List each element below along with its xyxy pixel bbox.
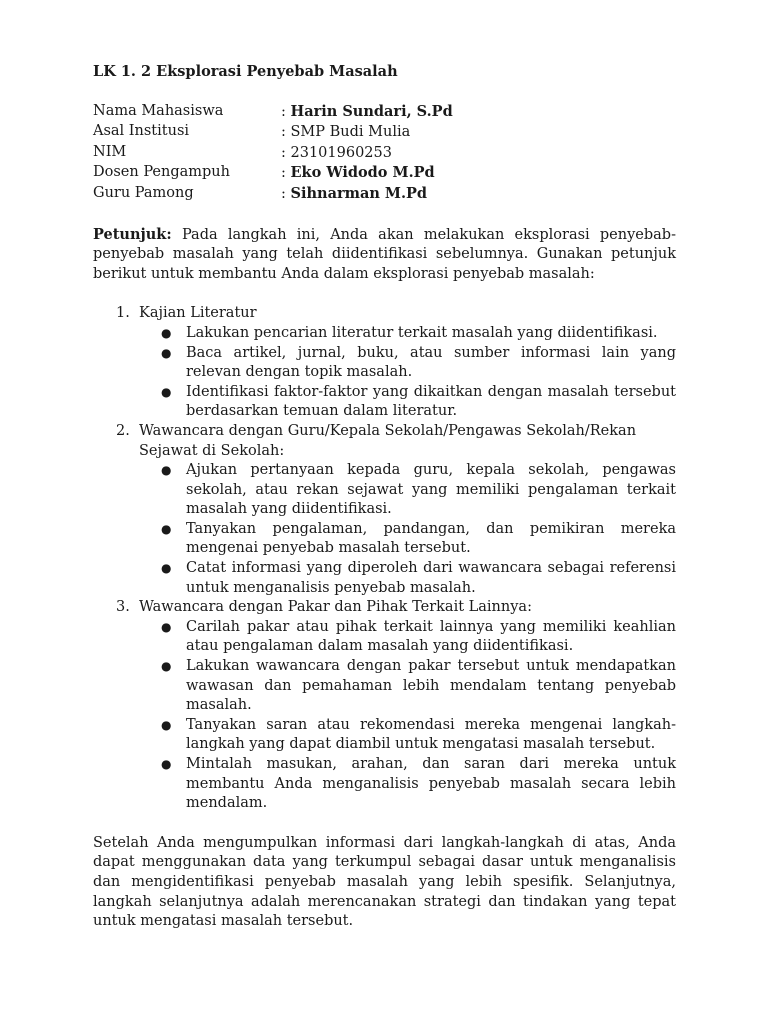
closing-paragraph: Setelah Anda mengumpulkan informasi dari langkah-langkah di atas, Anda dapat menggunakan data yang terkumpul sebagai dasar untuk menganalisis dan mengidentifikasi penyebab masalah yang lebih spesifik. Selanjutnya, langkah selanjutnya adalah merencanakan strategi dan tindakan yang tepat untuk mengatasi masalah tersebut. bbox=[93, 834, 676, 930]
info-colon: : bbox=[281, 165, 291, 182]
bullet-icon: ● bbox=[161, 463, 172, 478]
bullet-icon: ● bbox=[161, 325, 172, 340]
bullet-text: Catat informasi yang diperoleh dari wawancara sebagai referensi untuk menganalisis penyebab masalah. bbox=[186, 560, 676, 596]
bullet-icon: ● bbox=[161, 757, 172, 771]
info-colon: : 23101960253 bbox=[281, 144, 392, 161]
bullet-icon: ● bbox=[161, 659, 172, 674]
bullet-item bbox=[139, 716, 676, 755]
bullet-icon: ● bbox=[161, 619, 172, 634]
bullet-text: Carilah pakar atau pihak terkait lainnya yang memiliki keahlian atau pengalaman dalam masalah yang diidentifikasi. bbox=[186, 618, 676, 655]
bullet-text: Identifikasi faktor-faktor yang dikaitkan dengan masalah tersebut berdasarkan temuan dalam literatur. bbox=[186, 383, 676, 420]
bullet-text: Lakukan pencarian literatur terkait masalah yang diidentifikasi. bbox=[186, 324, 658, 341]
bullet-item bbox=[139, 657, 676, 716]
bullet-text: Lakukan wawancara dengan pakar tersebut untuk mendapatkan wawasan dan pemahaman lebih mendalam tentang penyebab masalah. bbox=[186, 658, 676, 714]
info-value-bold: Sihnarman M.Pd bbox=[290, 184, 428, 202]
bullet-item bbox=[139, 520, 676, 559]
info-row-mentor bbox=[93, 184, 453, 205]
info-row-institution bbox=[93, 122, 453, 143]
info-label: NIM bbox=[93, 143, 127, 160]
steps-list bbox=[93, 304, 676, 813]
info-value bbox=[281, 184, 453, 205]
bullet-text: Mintalah masukan, arahan, dan saran dari mereka untuk membantu Anda menganalisis penyebab masalah secara lebih mendalam. bbox=[186, 756, 676, 812]
step-title: Wawancara dengan Pakar dan Pihak Terkait Lainnya: bbox=[139, 599, 532, 616]
step-item bbox=[93, 422, 676, 598]
instructions-text: Pada langkah ini, Anda akan melakukan eksplorasi penyebab-penyebab masalah yang telah diidentifikasi sebelumnya. Gunakan petunjuk berikut untuk membantu Anda dalam eksplorasi penyebab masalah: bbox=[93, 226, 676, 282]
page-title: LK 1. 2 Eksplorasi Penyebab Masalah bbox=[93, 63, 398, 80]
bullet-icon: ● bbox=[161, 384, 172, 399]
info-label: Guru Pamong bbox=[93, 184, 194, 201]
info-value-bold: Harin Sundari, S.Pd bbox=[290, 102, 453, 120]
bullet-icon: ● bbox=[161, 561, 172, 576]
instructions-paragraph bbox=[93, 225, 676, 285]
bullet-text: Ajukan pertanyaan kepada guru, kepala sekolah, pengawas sekolah, atau rekan sejawat yang memiliki pengalaman terkait masalah yang diidentifikasi. bbox=[186, 462, 676, 518]
step-title: Wawancara dengan Guru/Kepala Sekolah/Pengawas Sekolah/Rekan Sejawat di Sekolah: bbox=[139, 422, 637, 459]
step-number: 3. bbox=[116, 599, 130, 616]
bullet-item bbox=[139, 755, 676, 814]
bullet-icon: ● bbox=[161, 345, 172, 360]
info-value bbox=[281, 102, 453, 123]
info-value bbox=[281, 143, 453, 164]
info-colon: : SMP Budi Mulia bbox=[281, 124, 411, 141]
info-value bbox=[281, 163, 453, 184]
bullet-text: Baca artikel, jurnal, buku, atau sumber informasi lain yang relevan dengan topik masalah. bbox=[186, 344, 676, 381]
student-info-table bbox=[93, 102, 453, 205]
step-number: 2. bbox=[116, 422, 130, 439]
info-row-name bbox=[93, 102, 453, 123]
step-number: 1. bbox=[116, 305, 130, 322]
document-page bbox=[93, 62, 676, 932]
step-item bbox=[93, 598, 676, 814]
bullet-icon: ● bbox=[161, 521, 172, 536]
bullet-icon: ● bbox=[161, 717, 172, 732]
info-label: Nama Mahasiswa bbox=[93, 102, 224, 119]
info-row-nim bbox=[93, 143, 453, 164]
info-colon: : bbox=[281, 103, 291, 120]
step-bullets bbox=[139, 618, 676, 814]
step-bullets bbox=[139, 461, 676, 598]
bullet-text: Tanyakan saran atau rekomendasi mereka mengenai langkah-langkah yang dapat diambil untuk mengatasi masalah tersebut. bbox=[186, 716, 676, 753]
bullet-item bbox=[139, 559, 676, 598]
instructions-label: Petunjuk: bbox=[93, 225, 172, 243]
step-bullets bbox=[139, 324, 676, 422]
bullet-item bbox=[139, 618, 676, 657]
info-label: Dosen Pengampuh bbox=[93, 164, 230, 181]
info-colon: : bbox=[281, 185, 291, 202]
info-value-bold: Eko Widodo M.Pd bbox=[290, 164, 435, 182]
step-title: Kajian Literatur bbox=[139, 305, 257, 322]
info-value bbox=[281, 122, 453, 143]
bullet-item bbox=[139, 383, 676, 422]
step-item bbox=[93, 304, 676, 422]
bullet-item bbox=[139, 324, 676, 344]
info-label: Asal Institusi bbox=[93, 123, 190, 140]
info-row-lecturer bbox=[93, 163, 453, 184]
bullet-item bbox=[139, 461, 676, 520]
bullet-text: Tanyakan pengalaman, pandangan, dan pemikiran mereka mengenai penyebab masalah tersebut. bbox=[186, 520, 676, 557]
bullet-item bbox=[139, 344, 676, 383]
